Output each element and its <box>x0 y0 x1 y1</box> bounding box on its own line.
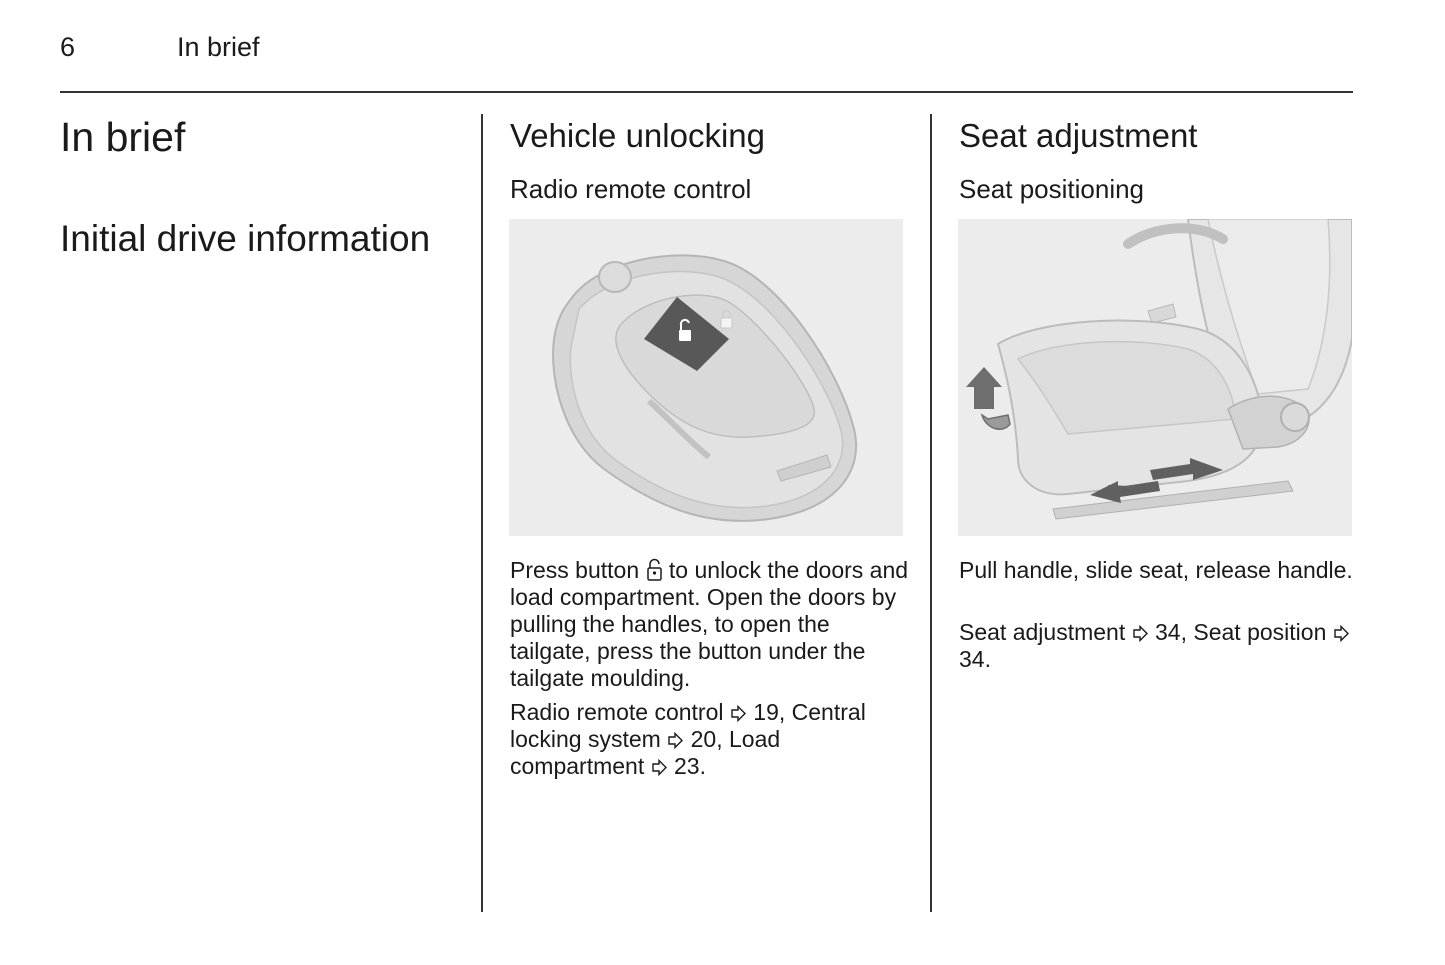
running-title: In brief <box>177 32 260 62</box>
unlock-instructions-paragraph <box>510 557 910 692</box>
seat-adjustment-illustration <box>958 219 1352 536</box>
xref-label: Load compartment <box>510 726 781 779</box>
press-button-text: Press button <box>510 557 640 583</box>
seat-adjustment-references <box>959 619 1359 673</box>
xref-separator: , <box>716 726 729 752</box>
column-divider <box>930 114 932 912</box>
xref-separator: . <box>984 646 991 672</box>
unlock-instructions-text: to unlock the doors and load compartment. Open the doors by pulling the handles, to open the tailgate, press the button under the tailgate moulding. <box>510 557 909 691</box>
xref-page: 19 <box>753 699 779 725</box>
xref-page: 34 <box>959 646 985 672</box>
vehicle-unlocking-references <box>510 699 910 780</box>
arrow-right-outline-icon <box>730 705 747 722</box>
unlock-button-icon <box>646 558 663 582</box>
seat-positioning-subheading: Seat positioning <box>959 174 1145 204</box>
page-number: 6 <box>60 32 76 62</box>
remote-key-figure <box>509 219 903 536</box>
chapter-title: In brief <box>60 114 186 160</box>
xref-page: 34 <box>1155 619 1181 645</box>
arrow-right-outline-icon <box>1333 625 1350 642</box>
xref-label: Seat position <box>1193 619 1327 645</box>
xref-separator: , <box>1180 619 1194 645</box>
xref-page: 20 <box>690 726 717 752</box>
xref-page: 23 <box>674 753 700 779</box>
xref-label: Radio remote control <box>510 699 724 725</box>
xref-separator: . <box>699 753 706 779</box>
vehicle-unlocking-heading: Vehicle unlocking <box>510 117 766 154</box>
radio-remote-control-subheading: Radio remote control <box>510 174 752 204</box>
arrow-right-outline-icon <box>651 759 668 776</box>
arrow-right-outline-icon <box>667 732 684 749</box>
xref-separator: , <box>778 699 792 725</box>
section-title: Initial drive information <box>60 218 431 259</box>
remote-key-illustration <box>509 219 903 536</box>
xref-link-radio-remote-control[interactable] <box>510 699 779 725</box>
arrow-right-outline-icon <box>1132 625 1149 642</box>
column-divider <box>481 114 483 912</box>
header-divider <box>60 91 1353 93</box>
xref-link-seat-adjustment[interactable] <box>959 619 1181 645</box>
xref-label: Central locking system <box>510 699 866 752</box>
seat-figure <box>958 219 1352 536</box>
seat-instructions-paragraph: Pull handle, slide seat, release handle. <box>959 557 1353 583</box>
xref-label: Seat adjustment <box>959 619 1126 645</box>
seat-adjustment-heading: Seat adjustment <box>959 117 1198 154</box>
